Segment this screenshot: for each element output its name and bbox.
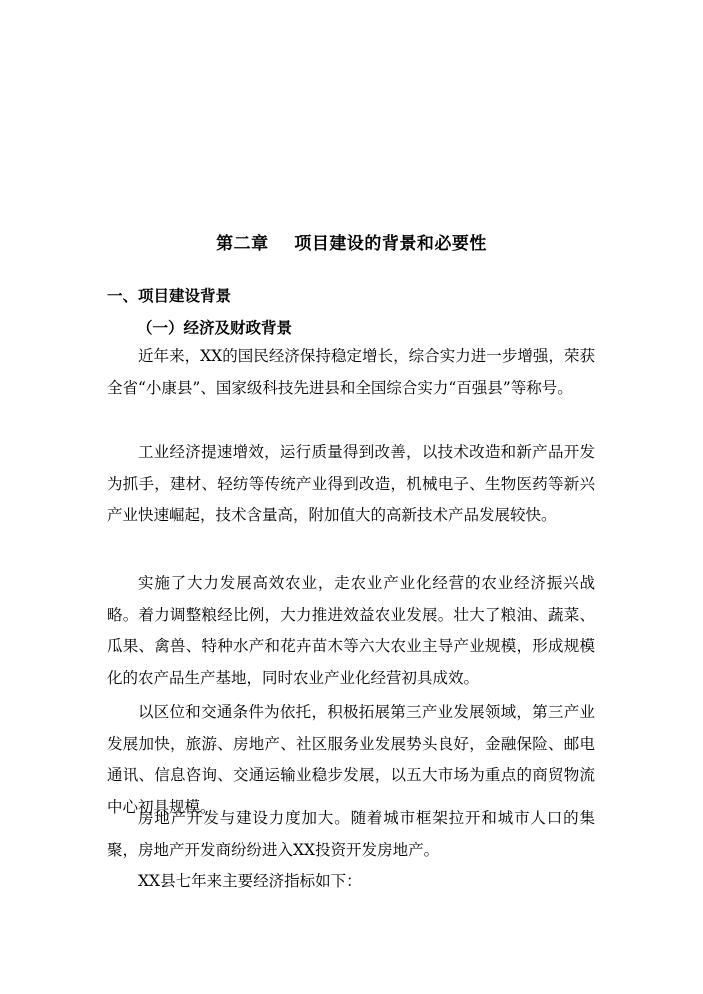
paragraph-real-estate: 房地产开发与建设力度加大。随着城市框架拉开和城市人口的集聚，房地产开发商纷纷进入XX投资开发房地产。 [107,809,595,859]
paragraph-industrial-economy: 工业经济提速增效，运行质量得到改善，以技术改造和新产品开发为抓手，建材、轻纺等传统产业得到改造，机械电子、生物医药等新兴产业快速崛起，技术含量高，附加值大的高新技术产品发展较快。 [107,443,595,524]
subsection-heading: （一）经济及财政背景 [137,318,293,337]
paragraph-tertiary-industry: 以区位和交通条件为依托，积极拓展第三产业发展领域，第三产业发展加快，旅游、房地产、社区服务业发展势头良好，金融保险、邮电通讯、信息咨询、交通运输业稳步发展，以五大市场为重点的商贸物流中心初具规模。 [107,703,595,816]
paragraph-indicators-intro: XX县七年来主要经济指标如下： [138,872,362,890]
section-heading: 一、项目建设背景 [107,286,232,305]
paragraph-economic-growth: 近年来，XX的国民经济保持稳定增长，综合实力进一步增强，荣获全省“小康县”、国家级科技先进县和全国综合实力“百强县”等称号。 [107,347,595,397]
chapter-title: 第二章 项目建设的背景和必要性 [216,234,487,254]
paragraph-agriculture: 实施了大力发展高效农业，走农业产业化经营的农业经济振兴战略。着力调整粮经比例，大力推进效益农业发展。壮大了粮油、蔬菜、瓜果、禽兽、特种水产和花卉苗木等六大农业主导产业规模，形成规模化的农产品生产基地，同时农业产业化经营初具成效。 [107,574,595,687]
